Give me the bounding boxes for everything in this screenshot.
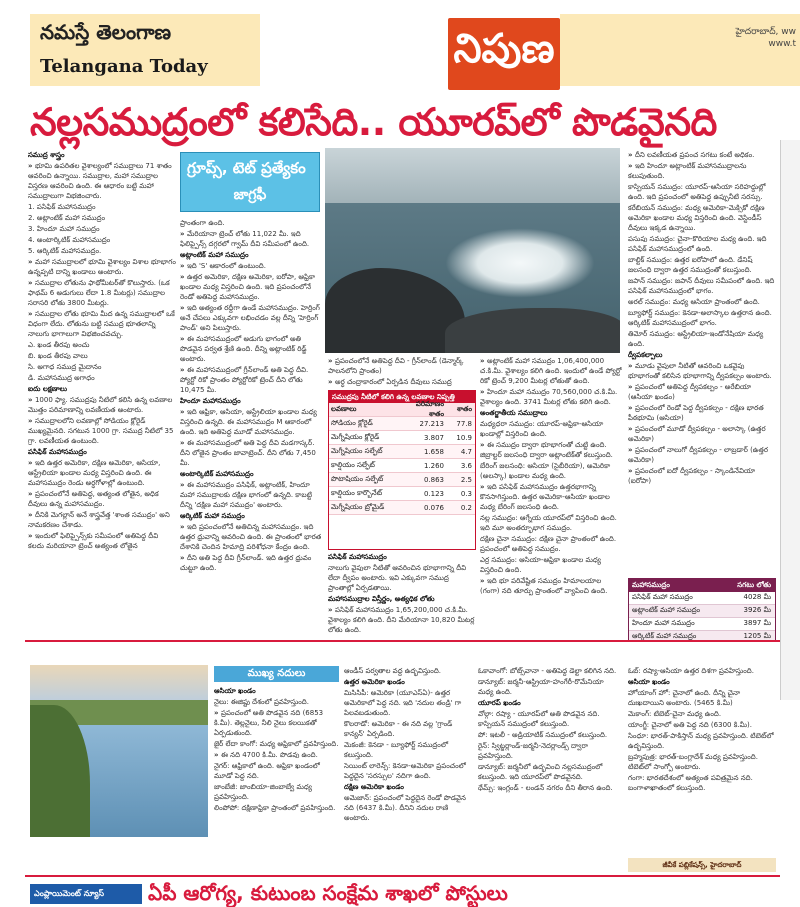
subheading: ఆసియా ఖండం — [214, 687, 256, 695]
article-column-2 — [180, 218, 322, 638]
paragraph: » సముద్రాలలోని లవణాల్లో సోడియం క్లోరైడ్ ముఖ్యమైనది. సగటున 1000 గ్రా. సముద్ర నీటిలో 35 గ్రా. లవణీయత ఉంటుంది. — [28, 416, 176, 446]
subheading: ఐదు లక్షణాలు — [28, 385, 68, 393]
subheading: అంటార్కిటిక్ మహాసముద్రం — [180, 470, 254, 478]
paragraph: 5. ఆర్కిటిక్ మహాసముద్రం. — [28, 247, 102, 255]
paragraph: ఓబ్: రష్యా-ఆసియా ఉత్తర దిశగా ప్రవహిస్తుంది. — [628, 667, 754, 675]
table-cell: 0.076 — [423, 503, 444, 512]
paragraph: 3. హిందూ మహా సముద్రం — [28, 225, 100, 233]
paragraph: » భూమి ఉపరితల వైశాల్యంలో సముద్రాలు 71 శాతం ఆవరించి ఉన్నాయి. సముద్రాల, మహా సముద్రాల విస్తరణ ఆవరించి ఉంది. ఈ ఆధారం బట్టి మహా సముద్రాలుగా విభజించారు. — [28, 161, 176, 201]
table-row — [329, 431, 475, 445]
paragraph: పసుపు సముద్రం: చైనా-కొరియాల మధ్య ఉంది. ఇది పసిఫిక్ మహాసముద్రంలో ఉంది. — [628, 235, 767, 253]
paragraph: » ఈ మహాసముద్రంలో గ్రీన్‌లాండ్ అతి పెద్ద దీవి. ప్యోర్టో రికో ప్రాంతం ప్యోర్టోరికో ట్రెంచ్ దీని లోతు 10,475 మీ. — [180, 365, 322, 395]
table-cell: 3897 మీ — [743, 619, 771, 627]
paragraph: నాలుగు వైపులా నీటితో ఆవరించిన భూభాగాన్ని దీవి లేదా ద్వీపం అంటారు. ఇవి ఎక్కువగా సముద్ర ప్రాంతాల్లో ఏర్పడతాయి. — [328, 564, 467, 592]
paragraph: మధ్యధరా సముద్రం: యూరప్-ఆఫ్రికా-ఆసియా ఖండాల్లో విస్తరించి ఉంది. — [480, 420, 604, 438]
table-cell: 3926 మీ — [743, 606, 771, 614]
salinity-table-header — [329, 399, 475, 418]
paragraph: 1. పసిఫిక్ మహాసముద్రం — [28, 203, 96, 211]
paragraph: » ఇది ఆఫ్రికా, ఆసియా, ఆస్ట్రేలియా ఖండాల మధ్య విస్తరించి ఉన్నది. ఈ మహాసముద్రం M ఆకారంలో ఉంది. ఇది అతిపెద్ద మూడో మహాసముద్రం. — [180, 407, 322, 437]
salinity-table — [328, 390, 476, 550]
paragraph: » అర్ధ చంద్రాకారంలో ఏర్పడిన దీవులు సముద్ర — [328, 377, 476, 388]
paragraph: » ఈ మహాసముద్రంలో అతి పెద్ద దీవి మడగాస్కర్. దీని లోతైన ప్రాంతం జావాట్రెంచ్. దీని లోతు 7,450 మీ. — [180, 438, 322, 468]
paragraph: డాన్యూబ్: జర్మనీలో ఉద్భవించి నల్లసముద్రంలో కలుస్తుంది. ఇది యూరప్‌లో పొడవైనది. — [478, 763, 603, 781]
paragraph: లింపోపో: దక్షిణాఫ్రికా ప్రాంతంలో ప్రవహిస్తుంది. — [214, 804, 336, 812]
paragraph: » అట్లాంటిక్ మహా సముద్రం 1,06,400,000 చ.కి.మీ. వైశాల్యం కలిగి ఉంది. ఇందులో ఉండే ప్యోర్టో రికో ట్రెంచ్ 9,200 మీటర్ల లోతుతో ఉంది. — [480, 356, 622, 386]
footer-tag: ఎంప్లాయిమెంట్ న్యూస్ — [30, 884, 142, 904]
section-box — [180, 152, 320, 212]
paragraph: » ప్రపంచంలో ఐదో ద్వీపకల్పం - స్కాండినేవియా (ఐరోపా) — [628, 466, 776, 486]
table-cell: 0.2 — [460, 503, 472, 512]
table-cell: 77.8 — [456, 419, 472, 428]
section-box-line2: జాగ్రఫీ — [233, 187, 267, 203]
subheading: పసిఫిక్ మహాసముద్రం — [28, 448, 87, 456]
paragraph: గంగా: భారతదేశంలో అత్యంత పవిత్రమైన నది. బంగాళాఖాతంలో కలుస్తుంది. — [628, 774, 753, 792]
paragraph: » దీని లవణీయత ప్రపంచ సగటు కంటే అధికం. — [628, 150, 776, 160]
paragraph: డి. మహాసముద్ర అగాధం — [28, 374, 95, 382]
article-column-3 — [328, 356, 476, 388]
table-cell: 4.7 — [460, 447, 472, 456]
table-cell: 27.213 — [419, 419, 444, 428]
paragraph: బ్రహ్మపుత్ర: భారత్-బంగ్లాదేశ్ మధ్య ప్రవహిస్తుంది. టిబెట్‌లో సాంగ్పో అంటారు. — [628, 753, 758, 771]
table-cell: మెగ్నీషియం క్లోరైడ్ — [331, 432, 380, 441]
paragraph: బాల్టిక్ సముద్రం: ఉత్తర ఐరోపాలో ఉంది. డేనిష్ జలసంధి ద్వారా ఉత్తర సముద్రంతో కలుస్తుంది. — [628, 256, 753, 274]
footer-headline: ఏపీ ఆరోగ్య, కుటుంబ సంక్షేమ శాఖలో పోస్టులు — [148, 881, 508, 905]
paragraph: కరేబియన్ సముద్రం: మధ్య అమెరికా-మెక్సికో దక్షిణ అమెరికా ఖండాల మధ్య విస్తరించి ఉంది. వెస్టిండీస్ దీవులు ఇక్కడ ఉన్నాయి. — [628, 204, 765, 232]
paragraph: ఆండీస్ పర్వతాల వద్ద ఉద్భవిస్తుంది. — [344, 667, 442, 675]
table-row — [329, 459, 475, 473]
table-cell: 1.260 — [423, 461, 444, 470]
table-cell: 0.3 — [460, 489, 472, 498]
article-column-5 — [628, 150, 776, 574]
table-row — [629, 592, 775, 605]
th-percent: శాతం — [456, 404, 472, 413]
paragraph: బేరింగ్ జలసంధి: ఆసియా (సైబీరియా), అమెరికా (అలస్కా) ఖండాల మధ్య ఉంది. — [480, 462, 611, 480]
table-cell: 10.9 — [456, 433, 472, 442]
paragraph: » ఇది హిందూ అట్లాంటిక్ మహాసముద్రాలను కలుపుతుంది. — [628, 161, 776, 181]
paragraph: మిసిసిపీ: అమెరికా (యూఎస్‌ఏ)- ఉత్తర అమెరికాలో పెద్ద నది. ఇది 'నదుల తండ్రి' గా పిలవబడుతుంది. — [344, 689, 462, 717]
paragraph: పో: ఇటలీ - అడ్రియాటిక్ సముద్రంలో కలుస్తుంది. — [478, 731, 608, 739]
table-cell: హిందూ మహా సముద్రం — [632, 619, 695, 627]
subheading: దక్షిణ అమెరికా ఖండం — [344, 783, 404, 791]
paragraph: జైర్ లేదా కాంగో: మధ్య ఆఫ్రికాలో ప్రవహిస్తుంది. — [214, 740, 339, 748]
paragraph: సెయింట్ లారెన్స్: కెనడా-అమెరికా ప్రపంచంలో పెద్దదైన 'సరస్సుల' నదిగా ఉంది. — [344, 762, 466, 780]
paragraph: బ్యూఫోర్ట్ సముద్రం: కెనడా-అలాస్కాల ఉత్తరాన ఉంది. ఆర్కిటిక్ మహాసముద్రంలో భాగం. — [628, 309, 772, 327]
paragraph: » ప్రపంచంలో మూడో ద్వీపకల్పం - అలాస్కా (ఉత్తర అమెరికా) — [628, 424, 776, 444]
table-cell: 4028 మీ — [743, 593, 771, 601]
paragraph: జపాన్ సముద్రం: జపాన్ దీవులు సమీపంలో ఉంది. ఇది పసిఫిక్ మహాసముద్రంలో భాగం. — [628, 277, 775, 295]
paragraph: » ఇది పసిఫిక్ మహాసముద్రం ఉత్తరభాగాన్ని కొనసాగిస్తుంది. ఉత్తర అమెరికా-ఆసియా ఖండాల మధ్య బేరింగ్ జలసంధి ఉంది. — [480, 482, 622, 512]
paragraph: ప్రాంతంగా ఉంది. — [180, 219, 225, 227]
paragraph: అరల్ సముద్రం: మధ్య ఆసియా ప్రాంతంలో ఉంది. — [628, 298, 760, 306]
paragraph: నల్ల సముద్రం: ఆగ్నేయ యూరప్‌లో విస్తరించి ఉంది. ఇది మూ అంతర్భూభాగ సముద్రం. — [480, 514, 617, 532]
rivers-column-3 — [478, 666, 618, 876]
paragraph: » ప్రపంచంలోనే అతిపెద్ద దీవి - గ్రీన్‌లాండ్ (డెన్మార్క్ పాలనలోని ప్రాంతం) — [328, 356, 476, 376]
th-ocean: మహాసముద్రం — [632, 580, 670, 589]
author-credit: జీవీకే పబ్లికేషన్స్, హైదరాబాద్ — [628, 858, 776, 872]
paragraph: అమెజాన్: ప్రపంచంలో పెద్దదైన రెండో పొడవైన నది (6437 కి.మీ). దీనిని నదుల రాణి అంటారు. — [344, 794, 466, 822]
rivers-heading: ముఖ్య నదులు — [214, 666, 339, 682]
brand-english: Telangana Today — [40, 56, 208, 77]
table-cell: 1.658 — [423, 447, 444, 456]
table-cell: కాల్షియం కార్బొనేట్ — [331, 488, 383, 497]
table-cell: 0.863 — [423, 475, 444, 484]
black-sea-photo — [325, 148, 620, 353]
brand-telugu: నమస్తే తెలంగాణ — [40, 20, 172, 44]
paragraph: » పసిఫిక్ మహాసముద్రం 1,65,200,000 చ.కి.మీ. వైశాల్యం కలిగి ఉంది. దీని మేరియానా 10,820 మీటర్ల లోతు ఉంది. — [328, 605, 476, 635]
paragraph: బి. ఖండ తీరపు వాలు — [28, 352, 88, 360]
subheading: సముద్ర శాస్త్రం — [28, 151, 65, 159]
paragraph: హోయాంగ్ హో: చైనాలో ఉంది. దీన్ని చైనా దుఃఖదాయిని అంటారు. (5465 కి.మీ) — [628, 689, 741, 707]
subheading: ఆర్కిటిక్ మహా సముద్రం — [180, 512, 245, 520]
paragraph: ఎ. ఖండ తీరపు అంచు — [28, 341, 90, 349]
table-row — [329, 487, 475, 501]
paragraph: » ఇది ఉత్తర అమెరికా, దక్షిణ అమెరికా, ఆసియా, ఆస్ట్రేలియా ఖండాల మధ్య విస్తరించి ఉంది. ఈ మహాసముద్రం రెండు అర్ధగోళాల్లో ఉంటుంది. — [28, 458, 176, 488]
dateline: హైదరాబాద్, ww www.t — [735, 27, 796, 49]
paragraph: » దీని అతి పెద్ద దీవి గ్రీన్‌లాండ్. ఇది ఉత్తర ధ్రువం చుట్టూ ఉంది. — [180, 553, 322, 573]
subheading: మహాసముద్రాల విస్తీర్ణం, అత్యధిక లోతు — [328, 595, 435, 603]
paragraph: దక్షిణ చైనా సముద్రం: దక్షిణ చైనా ప్రాంతంలో ఉంది. ప్రపంచంలో అతిపెద్ద సముద్రం. — [480, 535, 617, 553]
subheading: ద్వీపకల్పాలు — [628, 351, 663, 359]
paragraph: నైగర్: ఆఫ్రికాలో ఉంది. ఆఫ్రికా ఖండంలో మూడో పెద్ద నది. — [214, 762, 320, 780]
paragraph: డాన్యూబ్: జర్మనీ-ఆస్ట్రియా-హంగేరీ-రొమేనియా మధ్య ఉంది. — [478, 678, 604, 696]
paragraph: సి. అగాధ సముద్ర మైదానం — [28, 363, 102, 371]
nipuna-logo: నిపుణ — [448, 18, 560, 90]
paragraph: » సముద్రాల లోతు భూమి మీద ఉన్న సముద్రాలలో ఒకే విధంగా లేదు. లోతును బట్టి సముద్ర భూతలాన్ని నాలుగు భాగాలుగా విభజించవచ్చు. — [28, 309, 176, 339]
paragraph: » దీనికి మెగల్లాన్ అనే శాస్త్రవేత్త 'శాంత సముద్రం' అని నామకరణం చేశాడు. — [28, 510, 176, 530]
table-cell: 2.5 — [460, 475, 472, 484]
table-row — [329, 501, 475, 515]
table-cell: మెగ్నీషియం బ్రోమైడ్ — [331, 502, 385, 511]
paragraph: » ప్రపంచంలో రెండో పెద్ద ద్వీపకల్పం - దక్షిణ భారత పీఠభూమి (ఆసియా) — [628, 403, 776, 423]
paragraph: » మహా సముద్రాలలో భూమి వైశాల్యం విశాల భూభాగం ఉన్నప్పటి దాన్ని ఖండాలు అంటారు. — [28, 257, 176, 277]
subheading: ఆసియా ఖండం — [628, 678, 670, 686]
paragraph: » ఇందులో ఫిలిప్పైన్స్‌కు సమీపంలో అతిపెద్ద దీవి కలదు మరియానా ట్రెంచ్ అత్యంత లోతైన — [28, 531, 176, 551]
subheading: ఉత్తర అమెరికా ఖండం — [344, 678, 405, 686]
paragraph: సింధూ: భారత్-పాకిస్తాన్ మధ్య ప్రవహిస్తుంది. టిబెట్‌లో ఉద్భవిస్తుంది. — [628, 732, 774, 750]
table-row — [329, 445, 475, 459]
paragraph: 2. అట్లాంటిక్ మహా సముద్రం — [28, 214, 106, 222]
masthead-right-band — [560, 14, 800, 86]
paragraph: కాస్పియన్ సముద్రం: యూరప్-ఆసియా సరిహద్దుల్లో ఉంది. ఇది ప్రపంచంలో అతిపెద్ద ఉప్పునీటి సరస్సు. — [628, 183, 766, 201]
paragraph: » ప్రపంచంలో నాలుగో ద్వీపకల్పం - లాబ్రడార్ (ఉత్తర అమెరికా) — [628, 445, 776, 465]
table-cell: 1205 మీ — [743, 632, 771, 640]
table-row — [629, 605, 775, 618]
paragraph: » ఈ మహాసముద్రంలో అడుగు భాగంలో అతి పొడవైన పర్వత శ్రేణి ఉంది. దీన్ని అట్లాంటిక్ రిడ్జ్ అంటారు. — [180, 334, 322, 364]
paragraph: మెకంజీ: కెనడా - బ్యూఫోర్ట్ సముద్రంలో కలుస్తుంది. — [344, 741, 449, 759]
table-cell: 3.6 — [460, 461, 472, 470]
masthead — [0, 0, 800, 96]
adjacent-page-edge — [780, 140, 800, 700]
paragraph: థేమ్స్: ఇంగ్లండ్ - లండన్ నగరం దీని తీరాన ఉంది. — [478, 784, 613, 792]
table-cell: పొటాషియం సల్ఫేట్ — [331, 474, 384, 483]
paragraph: » ఈ నది 4700 కి.మీ. పొడవు ఉంది. — [214, 750, 340, 760]
table-cell: ఆర్కిటిక్ మహా సముద్రం — [632, 632, 697, 640]
depth-table-header — [629, 579, 775, 592]
rivers-column-1 — [214, 686, 340, 876]
article-column-mid-bottom — [328, 552, 476, 638]
table-cell: సోడియం క్లోరైడ్ — [331, 418, 373, 427]
paragraph: వోల్గా: రష్యా - యూరప్‌లో అతి పొడవైన నది. కాస్పియన్ సముద్రంలో కలుస్తుంది. — [478, 710, 600, 728]
th-salt: లవణాలు — [331, 404, 357, 413]
rivers-column-2 — [344, 666, 472, 876]
subheading: యూరప్ ఖండం — [478, 699, 521, 707]
paragraph: » ఇది ప్రపంచంలోనే అతిచిన్న మహాసముద్రం. ఇది ఉత్తర ధ్రువాన్ని ఆవరించి ఉంది. ఈ ప్రాంతంలో భారత దేశానికి చెందిన హిమాద్రి పరిశోధనా కేంద్రం ఉంది. — [180, 522, 322, 552]
paragraph: » మూడు వైపులా నీటితో ఆవరించి ఒకవైపు భూభాగంతో కలిసిన భూభాగాన్ని ద్వీపకల్పం అంటారు. — [628, 361, 776, 381]
paragraph: ఓకావాంగో: బోట్స్‌వానా - అతిపెద్ద డెల్టా కలిగిన నది. — [478, 667, 617, 675]
paragraph: » ఉత్తర అమెరికా, దక్షిణ అమెరికా, ఐరోపా, ఆఫ్రికా ఖండాల మధ్య విస్తరించి ఉంది. ఇది ప్రపంచంలోనే రెండో అతిపెద్ద మహాసముద్రం. — [180, 272, 322, 302]
paragraph: కొలరాడో: అమెరికా - ఈ నది వల్ల 'గ్రాండ్ కాన్యన్' ఏర్పడింది. — [344, 720, 453, 738]
paragraph: » హిందూ మహా సముద్రం 70,560,000 చ.కి.మీ. వైశాల్యం ఉంది. 3741 మీటర్ల లోతు కలిగి ఉంది. — [480, 387, 622, 407]
paragraph: మెకాంగ్: టిబెట్-చైనా మధ్య ఉంది. — [628, 710, 722, 718]
table-cell: అట్లాంటిక్ మహా సముద్రం — [632, 606, 701, 614]
paragraph: ఎర్ర సముద్రం: ఆసియా-ఆఫ్రికా ఖండాల మధ్య విస్తరించి ఉంది. — [480, 556, 601, 574]
subheading: పసిఫిక్ మహాసముద్రం — [328, 553, 387, 561]
paragraph: » ఈ మహాసముద్రం పసిఫిక్, అట్లాంటిక్, హిందూ మహా సముద్రాలకు దక్షిణ భాగంలో ఉన్నది. కాబట్టి దీన్ని 'దక్షిణ మహా సముద్రం' అంటారు. — [180, 480, 322, 510]
paragraph: తిమోర్ సముద్రం: ఆస్ట్రేలియా-ఇండోనేషియా మధ్య ఉంది. — [628, 330, 764, 348]
th-quantity: పరిమాణం శాతం — [415, 399, 444, 418]
paragraph: » ఇది 'S' ఆకారంలో ఉంటుంది. — [180, 261, 322, 271]
paragraph: » ఇది అత్యంత రద్దీగా ఉండే మహాసముద్రం. హెర్రింగ్ అనే చేపలు ఎక్కువగా లభించడం వల్ల దీన్ని 'హెర్రింగ్ పాండ్' అని పిలుస్తారు. — [180, 303, 322, 333]
table-cell: 3.807 — [423, 433, 444, 442]
paragraph: 4. అంటార్కిటిక్ మహాసముద్రం — [28, 236, 111, 244]
table-row — [329, 473, 475, 487]
paragraph: » ప్రపంచంలో అతి పొడవైన నది (6853 కి.మీ). తెల్లనైలు, నీలి నైలు కలయికతో ఏర్పడుతుంది. — [214, 708, 340, 738]
paragraph: నైలు: ఈజిప్టు దేశంలో ప్రవహిస్తుంది. — [214, 698, 309, 706]
subheading: అంతర్జాతీయ సముద్రాలు — [480, 409, 548, 417]
table-cell: 0.123 — [423, 489, 444, 498]
subheading: అట్లాంటిక్ మహా సముద్రం — [180, 251, 249, 259]
paragraph: » ప్రపంచంలో అతిపెద్ద ద్వీపకల్పం - అరేబియా (ఆసియా ఖండం) — [628, 382, 776, 402]
river-photo — [30, 665, 208, 837]
page-headline: నల్లసముద్రంలో కలిసేది.. యూరప్‌లో పొడవైనది — [30, 100, 717, 144]
paragraph: రైన్: స్విట్జర్లాండ్-జర్మనీ-నెదర్లాండ్స్ ద్వారా ప్రవహిస్తుంది. — [478, 742, 589, 760]
paragraph: » ప్రపంచంలోనే అతిపెద్ద, అత్యంత లోతైన, అధిక దీవులు ఉన్న మహాసముద్రం. — [28, 489, 176, 509]
table-row — [629, 618, 775, 631]
subheading: హిందూ మహాసముద్రం — [180, 397, 241, 405]
paragraph: జాంబేజీ: జాంబియా-జింబాబ్వే మధ్య ప్రవహిస్తుంది. — [214, 783, 312, 801]
article-column-1 — [28, 150, 176, 638]
table-cell: మెగ్నీషియం సల్ఫేట్ — [331, 446, 383, 455]
paragraph: » ఇది భూ పరివేష్టిత సముద్రం హిమాలయాల (గంగా) నది తూర్పు ప్రాంతంలో వ్యాపించి ఉంది. — [480, 576, 622, 596]
th-avg-depth: సగటు లోతు — [737, 580, 771, 589]
ocean-depth-table — [628, 578, 776, 645]
paragraph: » 1000 ఫ్యా. సముద్రపు నీటిలో కలిసి ఉన్న లవణాల మొత్తం పరిమాణాన్ని లవణీయత అంటారు. — [28, 395, 176, 415]
article-column-4 — [480, 356, 622, 638]
table-cell: కాల్షియం సల్ఫేట్ — [331, 460, 375, 469]
salinity-table-title: సముద్రపు నీటిలో కలిగి ఉన్న లవణాల నిష్పత్తి — [329, 391, 475, 403]
section-box-line1: గ్రూప్స్, టెట్ ప్రత్యేకం — [187, 159, 306, 177]
rivers-column-4 — [628, 666, 776, 856]
table-cell: పసిఫిక్ మహా సముద్రం — [632, 593, 693, 601]
paragraph: » మేరియానా ట్రెంచ్ లోతు 11,022 మీ. ఇది ఫిలిప్పైన్స్ దగ్గరలో గ్వామ్ దీవి సమీపంలో ఉంది. — [180, 229, 322, 249]
paragraph: » ఈ సముద్రం ద్వారా భూభాగంతో చుట్టి ఉంది. జిబ్రాల్టర్ జలసంధి ద్వారా అట్లాంటిక్‌తో కలుస్తుంది. — [480, 440, 622, 460]
paragraph: » సముద్రాల లోతును ఫాథోమీటర్‌తో కొలుస్తారు. (ఒక ఫాథమ్ 6 అడుగులు లేదా 1.8 మీటర్లు) సముద్రాల సరాసరి లోతు 3800 మీటర్లు. — [28, 278, 176, 308]
table-row — [329, 417, 475, 431]
paragraph: యాంగ్జీ: చైనాలో అతి పెద్ద నది (6300 కి.మీ). — [628, 721, 752, 729]
